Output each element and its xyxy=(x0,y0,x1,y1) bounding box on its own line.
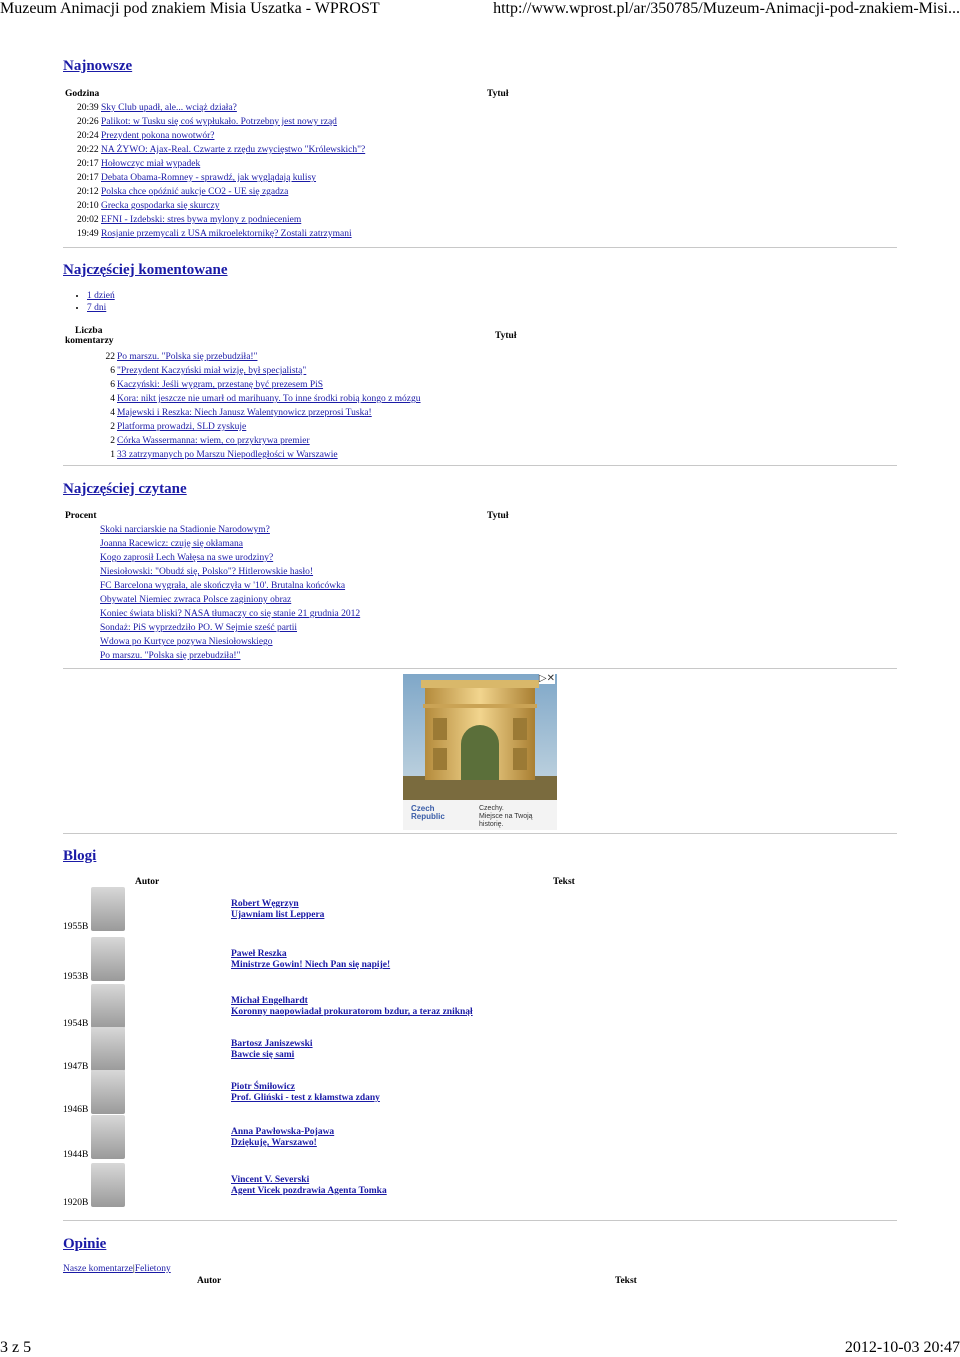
blog-row xyxy=(63,984,543,1028)
item-time: 20:39 xyxy=(77,103,99,113)
item-title-link[interactable]: Platforma prowadzi, SLD zyskuje xyxy=(117,422,247,432)
item-title-link[interactable]: Kogo zaprosił Lech Wałęsa na swe urodziny? xyxy=(100,553,274,563)
blog-code: 1920B xyxy=(63,1198,89,1208)
blog-row xyxy=(63,1115,543,1159)
najnowsze-heading[interactable]: Najnowsze xyxy=(63,58,133,74)
col-header-author: Autor xyxy=(135,877,160,887)
item-time: 20:10 xyxy=(77,201,99,211)
item-time: 19:49 xyxy=(77,229,99,239)
tab-7-dni[interactable] xyxy=(87,302,115,314)
author-avatar[interactable] xyxy=(91,887,125,931)
list-item xyxy=(77,157,365,171)
ad-slogan-line1: Czechy. xyxy=(479,805,504,812)
arch-photo xyxy=(403,674,557,800)
item-title-link[interactable]: Prezydent pokona nowotwór? xyxy=(101,131,215,141)
blog-text-link[interactable]: Ministrze Gowin! Niech Pan się napije! xyxy=(231,960,391,970)
blog-text-link[interactable]: Ujawniam list Leppera xyxy=(231,910,325,920)
komentowane-heading[interactable]: Najczęściej komentowane xyxy=(63,262,228,278)
comment-count: 4 xyxy=(110,394,115,404)
blog-code: 1954B xyxy=(63,1019,89,1029)
close-icon[interactable]: ▷✕ xyxy=(538,674,555,684)
blog-links xyxy=(231,996,473,1018)
item-title-link[interactable]: Skoki narciarskie na Stadionie Narodowym? xyxy=(100,525,270,535)
item-title-link[interactable]: Córka Wassermanna: wiem, co przykrywa premier xyxy=(117,436,310,446)
item-time: 20:22 xyxy=(77,145,99,155)
tab-1-dzien-link[interactable]: 1 dzień xyxy=(87,291,115,301)
item-title-link[interactable]: Sondaż: PiS wyprzedziło PO. W Sejmie sześć partii xyxy=(100,623,298,633)
blog-row xyxy=(63,887,543,931)
item-time: 20:17 xyxy=(77,173,99,183)
list-item xyxy=(77,101,365,115)
col-header-title: Tytuł xyxy=(487,511,509,521)
list-item xyxy=(100,607,360,621)
czytane-heading[interactable]: Najczęściej czytane xyxy=(63,481,187,497)
item-time: 20:26 xyxy=(77,117,99,127)
item-title-link[interactable]: Koniec świata bliski? NASA tłumaczy co się stanie 21 grudnia 2012 xyxy=(100,609,361,619)
col-header-count-1: Liczba xyxy=(75,326,103,336)
advertisement-banner[interactable] xyxy=(403,674,557,830)
document-title: Muzeum Animacji pod znakiem Misia Uszatka - WPROST xyxy=(0,0,380,17)
tab-1-dzien[interactable] xyxy=(87,290,115,302)
divider xyxy=(63,465,897,466)
divider xyxy=(63,247,897,248)
opinie-links xyxy=(63,1264,171,1274)
blog-text-link[interactable]: Bawcie się sami xyxy=(231,1050,295,1060)
author-avatar[interactable] xyxy=(91,984,125,1028)
item-title-link[interactable]: EFNI - Izdebski: stres bywa mylony z podnieceniem xyxy=(101,215,302,225)
list-item xyxy=(100,523,360,537)
blog-code: 1955B xyxy=(63,922,89,932)
blog-links xyxy=(231,1039,313,1061)
col-header-percent: Procent xyxy=(65,511,97,521)
item-time: 20:02 xyxy=(77,215,99,225)
blog-text-link[interactable]: Dziękuję, Warszawo! xyxy=(231,1138,317,1148)
blog-code: 1946B xyxy=(63,1105,89,1115)
list-item xyxy=(77,185,365,199)
author-link[interactable]: Paweł Reszka xyxy=(231,949,287,959)
list-item xyxy=(100,565,360,579)
list-item xyxy=(77,199,365,213)
list-item xyxy=(77,129,365,143)
czytane-rows xyxy=(100,523,360,663)
author-link[interactable]: Michał Engelhardt xyxy=(231,996,308,1006)
blogi-heading[interactable]: Blogi xyxy=(63,848,97,864)
tab-7-dni-link[interactable]: 7 dni xyxy=(87,303,107,313)
item-title-link[interactable]: Grecka gospodarka się skurczy xyxy=(101,201,220,211)
comment-count: 4 xyxy=(110,408,115,418)
col-header-text: Tekst xyxy=(553,877,575,887)
list-item xyxy=(100,551,360,565)
item-title-link[interactable]: Kora: nikt jeszcze nie umarł od marihuany. To inne środki robią kongo z mózgu xyxy=(117,394,421,404)
item-title-link[interactable]: Hołowczyc miał wypadek xyxy=(101,159,201,169)
list-item xyxy=(77,213,365,227)
item-title-link[interactable]: 33 zatrzymanych po Marszu Niepodległości w Warszawie xyxy=(117,450,338,460)
comment-count: 1 xyxy=(110,450,115,460)
list-item xyxy=(100,537,360,551)
item-time: 20:24 xyxy=(77,131,99,141)
author-avatar[interactable] xyxy=(91,1027,125,1071)
item-time: 20:12 xyxy=(77,187,99,197)
nasze-komentarze-link[interactable]: Nasze komentarze xyxy=(63,1264,133,1274)
author-avatar[interactable] xyxy=(91,1115,125,1159)
print-datetime: 2012-10-03 20:47 xyxy=(844,1339,960,1356)
col-header-time: Godzina xyxy=(65,89,100,99)
blog-links xyxy=(231,899,324,921)
felietony-link[interactable]: Felietony xyxy=(134,1264,171,1274)
col-header-title: Tytuł xyxy=(487,89,509,99)
blog-links xyxy=(231,1082,380,1104)
author-link[interactable]: Bartosz Janiszewski xyxy=(231,1039,313,1049)
blog-text-link[interactable]: Koronny naopowiadał prokuratorom bzdur, a teraz zniknął xyxy=(231,1007,473,1017)
ad-brand-line2: Republic xyxy=(411,812,445,821)
item-title-link[interactable]: FC Barcelona wygrała, ale skończyła w '10'. Brutalna końcówka xyxy=(100,581,346,591)
blog-links xyxy=(231,1175,387,1197)
item-title-link[interactable]: Majewski i Reszka: Niech Janusz Walentynowicz przeprosi Tuska! xyxy=(117,408,372,418)
col-header-author: Autor xyxy=(197,1276,222,1286)
item-title-link[interactable]: Obywatel Niemiec zwraca Polsce zaginiony obraz xyxy=(100,595,292,605)
list-item xyxy=(77,227,365,241)
comment-count: 6 xyxy=(110,380,115,390)
author-link[interactable]: Piotr Śmiłowicz xyxy=(231,1082,295,1092)
opinie-heading[interactable]: Opinie xyxy=(63,1236,107,1252)
item-time: 20:17 xyxy=(77,159,99,169)
blog-row xyxy=(63,937,543,981)
list-item xyxy=(77,143,365,157)
item-title-link[interactable]: Debata Obama-Romney - sprawdź, jak wyglądają kulisy xyxy=(101,173,317,183)
item-title-link[interactable]: Po marszu. "Polska się przebudziła!" xyxy=(117,352,258,362)
blog-links xyxy=(231,949,390,971)
item-title-link[interactable]: Kaczyński: Jeśli wygram, przestanę być prezesem PiS xyxy=(117,380,324,390)
item-title-link[interactable]: NA ŻYWO: Ajax-Real. Czwarte z rzędu zwycięstwo "Królewskich"? xyxy=(101,145,366,155)
blog-row xyxy=(63,1027,543,1071)
author-link[interactable]: Anna Pawłowska-Pojawa xyxy=(231,1127,335,1137)
item-title-link[interactable]: Joanna Racewicz: czuję się okłamana xyxy=(100,539,243,549)
divider xyxy=(63,1220,897,1221)
item-title-link[interactable]: Sky Club upadł, ale... wciąż działa? xyxy=(101,103,237,113)
author-avatar[interactable] xyxy=(91,1070,125,1114)
comment-count: 2 xyxy=(110,422,115,432)
list-item xyxy=(100,649,360,663)
ad-brand-line1: Czech xyxy=(411,804,435,813)
col-header-text: Tekst xyxy=(615,1276,637,1286)
list-item xyxy=(100,593,360,607)
divider xyxy=(63,833,897,834)
list-item xyxy=(100,621,360,635)
list-item xyxy=(77,115,365,129)
author-avatar[interactable] xyxy=(91,1163,125,1207)
col-header-title: Tytuł xyxy=(495,331,517,341)
author-avatar[interactable] xyxy=(91,937,125,981)
list-item xyxy=(100,579,360,593)
list-item xyxy=(77,171,365,185)
blog-code: 1953B xyxy=(63,972,89,982)
blog-row xyxy=(63,1163,543,1207)
item-title-link[interactable]: Niesiołowski: "Obudź się, Polsko"? Hitlerowskie hasło! xyxy=(100,567,314,577)
author-link[interactable]: Robert Węgrzyn xyxy=(231,899,299,909)
item-title-link[interactable]: Polska chce opóźnić aukcje CO2 - UE się zgadza xyxy=(101,187,289,197)
comment-count: 6 xyxy=(110,366,115,376)
blog-text-link[interactable]: Agent Vicek pozdrawia Agenta Tomka xyxy=(231,1186,387,1196)
link-separator: | xyxy=(132,1264,135,1274)
najnowsze-rows xyxy=(77,101,365,241)
comment-count: 22 xyxy=(105,352,115,362)
page-number: 3 z 5 xyxy=(0,1339,32,1356)
ad-slogan-line2: Miejsce na Twoją historię. xyxy=(479,813,533,828)
col-header-count-2: komentarzy xyxy=(65,336,114,346)
komentowane-tabs xyxy=(63,290,115,314)
item-title-link[interactable]: Rosjanie przemycali z USA mikroelektornikę? Zostali zatrzymani xyxy=(101,229,352,239)
blog-row xyxy=(63,1070,543,1114)
blog-links xyxy=(231,1127,334,1149)
blog-code: 1944B xyxy=(63,1150,89,1160)
blog-code: 1947B xyxy=(63,1062,89,1072)
item-title-link[interactable]: "Prezydent Kaczyński miał wizję, był specjalistą" xyxy=(117,366,307,376)
document-url: http://www.wprost.pl/ar/350785/Muzeum-Animacji-pod-znakiem-Misi... xyxy=(493,0,960,17)
item-title-link[interactable]: Palikot: w Tusku się coś wypłukało. Potrzebny jest nowy rząd xyxy=(101,117,337,127)
item-title-link[interactable]: Po marszu. "Polska się przebudziła!" xyxy=(100,651,241,661)
divider xyxy=(63,668,897,669)
comment-count: 2 xyxy=(110,436,115,446)
blog-text-link[interactable]: Prof. Gliński - test z kłamstwa zdany xyxy=(231,1093,380,1103)
item-title-link[interactable]: Wdowa po Kurtyce pozywa Niesiołowskiego xyxy=(100,637,273,647)
list-item xyxy=(100,635,360,649)
author-link[interactable]: Vincent V. Severski xyxy=(231,1175,310,1185)
